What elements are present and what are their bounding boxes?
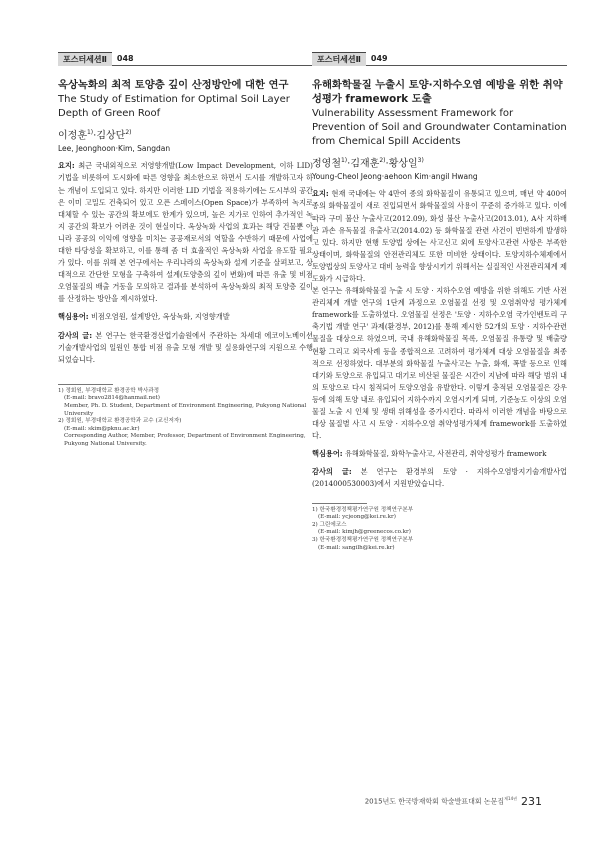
page-number: 231 <box>521 795 542 808</box>
right-article <box>312 52 567 552</box>
keywords: 핵심용어: 유해화학물질, 화학누출사고, 사전관리, 취약성평가 framework <box>312 449 547 459</box>
article-number: 048 <box>116 54 134 63</box>
footnote: 3) 한국환경정책평가연구원 정책연구본부 <box>312 536 414 543</box>
footnote: 1) 정회원, 부경대학교 환경공학 박사과정 <box>58 387 160 394</box>
footnote: 2) 그린에코스 <box>312 521 347 528</box>
footnote-divider <box>58 384 113 385</box>
authors-ko: 이정훈$^{1)}$·김상단$^{2)}$ <box>58 129 132 142</box>
abstract: 요지: 최근 국내외적으로 저영향개발(Low Impact Development, 이하 LID) 기법을 비롯하여 도시화에 따른 영향을 최소한으로 하면서 도시를 개발하고자 하는 개념이 도입되고 있다. 하지만 이러한 LID 기법을 적용하기에는 도시부의 공간은 이미 고밀도 건축되어 있고 오픈 스페이스(Open Space)가 부족하여 녹지로 대체할 수 있는 공간의 확보에도 한계가 있으며, 높은 지가로 인하여 추가적인 녹지 공간의 확보가 어려운 것이 현실이다. 옥상녹화 사업의 효과는 해당 건물뿐 아니라 공공의 이익에 영향을 미치는 공공재로서의 역할을 수반하기 때문에 사업에 대한 타당성을 확보하고, 이를 통해 좀 더 효율적인 옥상녹화 사업을 유도할 필요가 있다. 이를 위해 본 연구에서는 우리나라의 옥상녹화 설계 기준을 살펴보고, 상대적으로 간단한 모형을 구축하여 설계(토양층의 깊이 변화)에 따른 유출 및 비점오염물질의 배출 거동을 모의하고 결과를 분석하여 옥상녹화의 최적 토양층 깊이를 산정하는 방안을 제시하였다. <box>58 161 313 304</box>
footnote: (E-mail: sangilh@kei.re.kr) <box>318 544 395 551</box>
proceedings-title: 2015년도 한국방재학회 학술발표대회 논문집$^{제14권}$ <box>364 796 517 806</box>
article-title-en: The Study of Estimation for Optimal Soil Layer Depth of Green Roof <box>58 94 290 119</box>
session-tag <box>58 52 313 65</box>
session-label: 포스터세션Ⅱ <box>58 52 112 66</box>
footnote: (E-mail: skim@pknu.ac.kr) <box>64 425 140 432</box>
abstract-continued: 본 연구는 유해화학물질 누출 시 토양 · 지하수오염 예방을 위한 위해도 기반 사전관리체계 개발 연구의 1단계 과정으로 오염물질 선정 및 오염취약성 평가체계 framework를 도출하였다. 오염물질 선정은 '토양 · 지하수오염 국가인벤토리 구축기법 개발 연구' 과제(환경부, 2012)를 통해 제시한 52개의 토양 · 지하수관련 물질을 대상으로 하였으며, 국내 유해화학물질 목록, 오염물질 유통량 및 배출량 현황 그리고 외국사례 등을 종합적으로 고려하여 평가체계 대상 오염물질을 최종적으로 선정하였다. 대부분의 화학물질 누출사고는 누출, 화재, 폭발 등으로 인해 대기와 토양으로 유입되고 대기로 비산된 물질은 시간이 지남에 따라 해당 범위 내의 토양으로 다시 침적되어 토양오염을 유발한다. 이렇게 충적된 오염물질은 강우 등에 의해 토양 내로 유입되어 지하수까지 오염시키게 되며, 기준농도 이상의 오염 물질 노출 시 인체 및 생태 위해성을 증가시킨다. 따라서 이러한 개념을 바탕으로 대상 물질별 사고 시 토양 · 지하수오염 취약성평가체계 framework를 도출하였다. <box>312 286 567 441</box>
article-number: 049 <box>370 54 388 63</box>
acknowledgement: 감사의 글: 본 연구는 한국환경산업기술원에서 주관하는 차세대 에코이노베이션기술개발사업의 일원인 통합 비점 유출 모형 개발 및 실용화연구의 지원으로 수행되었습니다. <box>58 330 314 364</box>
left-article <box>58 52 313 449</box>
footnote: 1) 한국환경정책평가연구원 정책연구본부 <box>312 506 414 513</box>
authors-en: Young-Cheol Jeong·aehoon Kim·angil Hwang <box>312 172 478 182</box>
footnote-divider <box>312 503 367 504</box>
footnote: (E-mail: kimjh@greenecos.co.kr) <box>318 529 411 536</box>
keywords: 핵심용어: 비점오염원, 설계방안, 옥상녹화, 지영향개발 <box>58 312 230 322</box>
footnote: (E-mail: ycjeong@kei.re.kr) <box>318 514 396 521</box>
footnote: Member, Ph. D. Student, Department of Environment Engineering, Pukyong National University <box>64 403 307 417</box>
authors-ko: 정영철$^{1)}$·김재훈$^{2)}$·황상일$^{3)}$ <box>312 157 424 170</box>
acknowledgement: 감사의 글: 본 연구는 환경부의 토양 · 지하수오염방지기술개발사업(2014000530003)에서 지원받았습니다. <box>312 467 568 489</box>
session-tag <box>312 52 567 65</box>
footnote: Corresponding Author, Member, Professor, Department of Environment Engineering, Pukyong National University. <box>64 433 306 447</box>
authors-en: Lee, Jeonghoon·Kim, Sangdan <box>58 144 171 154</box>
footnote: (E-mail: bravo2814@hanmail.net) <box>64 395 160 402</box>
article-title-ko: 유해화학물질 누출시 토양·지하수오염 예방을 위한 취약성평가 framework 도출 <box>312 79 563 105</box>
article-title-ko: 옥상녹화의 최적 토양층 깊이 산정방안에 대한 연구 <box>58 79 289 91</box>
footnote: 2) 정회원, 부경대학교 환경공학과 교수 (교신저자) <box>58 418 182 425</box>
page-footer <box>365 795 542 808</box>
article-title-en: Vulnerability Assessment Framework for Prevention of Soil and Groundwater Contamination from Chemical Spill Accidents <box>312 108 567 147</box>
session-label: 포스터세션Ⅱ <box>312 52 366 66</box>
abstract: 요지: 현재 국내에는 약 4만여 종의 화학물질이 유통되고 있으며, 매년 약 400여 종의 화학물질이 새로 진입되면서 화학물질의 사용이 꾸준히 증가하고 있다. 이에 따라 구미 불산 누출사고(2012.09), 화성 불산 누출사고(2013.01), A사 지하배관 과손 유독물질 유출사고(2014.02) 등 화학물질 관련 사건이 빈번하게 발생하고 있다. 하지만 현행 토양법 상에는 사고신고 외에 토양사고관련 사항은 부족한 상태이며, 화학물질의 안전관리체도 또한 미비한 상태이다. 토양지하수체제에서 토양법상의 토양사고 대비 능력을 향상시키기 위해서는 실질적인 사전관리체계 제도화가 시급하다. <box>312 189 567 283</box>
